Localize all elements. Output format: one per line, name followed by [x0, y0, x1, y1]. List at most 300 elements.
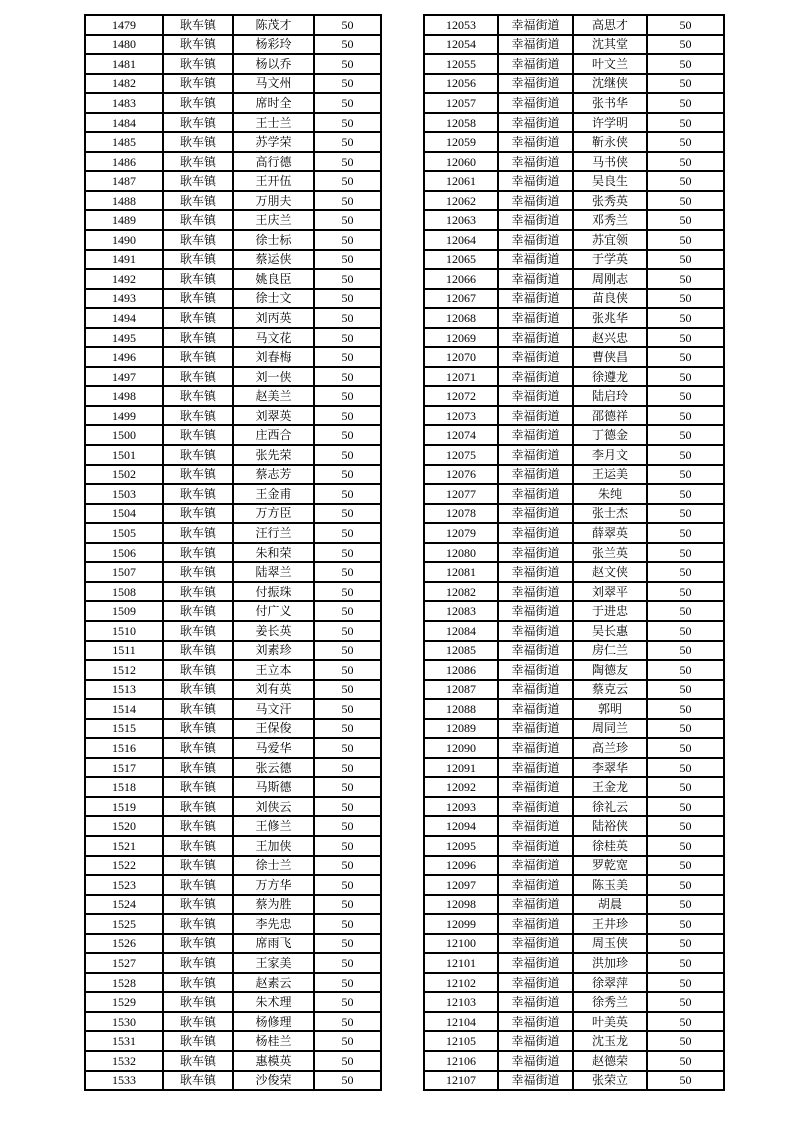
district-cell: 耿车镇 — [163, 562, 233, 582]
serial-number-cell: 1489 — [85, 210, 163, 230]
amount-cell: 50 — [314, 523, 381, 543]
amount-cell: 50 — [314, 973, 381, 993]
serial-number-cell: 12094 — [424, 816, 498, 836]
district-cell: 耿车镇 — [163, 660, 233, 680]
district-cell: 耿车镇 — [163, 113, 233, 133]
person-name-cell: 王金甫 — [233, 484, 314, 504]
serial-number-cell: 1511 — [85, 641, 163, 661]
table-row — [424, 973, 724, 993]
table-row — [424, 601, 724, 621]
amount-cell: 50 — [647, 816, 724, 836]
person-name-cell: 沈继侠 — [573, 74, 647, 94]
table-row — [85, 367, 381, 387]
district-cell: 幸福街道 — [498, 1012, 573, 1032]
amount-cell: 50 — [314, 406, 381, 426]
person-name-cell: 曹侠昌 — [573, 347, 647, 367]
district-cell: 幸福街道 — [498, 289, 573, 309]
amount-cell: 50 — [314, 347, 381, 367]
district-cell: 耿车镇 — [163, 1012, 233, 1032]
roster-table-right — [423, 14, 725, 1091]
serial-number-cell: 12083 — [424, 601, 498, 621]
person-name-cell: 赵文侠 — [573, 562, 647, 582]
district-cell: 幸福街道 — [498, 74, 573, 94]
district-cell: 耿车镇 — [163, 54, 233, 74]
serial-number-cell: 12098 — [424, 895, 498, 915]
district-cell: 耿车镇 — [163, 836, 233, 856]
serial-number-cell: 12061 — [424, 171, 498, 191]
person-name-cell: 朱和荣 — [233, 543, 314, 563]
serial-number-cell: 12093 — [424, 797, 498, 817]
person-name-cell: 刘素珍 — [233, 641, 314, 661]
person-name-cell: 叶美英 — [573, 1012, 647, 1032]
person-name-cell: 刘春梅 — [233, 347, 314, 367]
district-cell: 幸福街道 — [498, 797, 573, 817]
table-row — [85, 113, 381, 133]
amount-cell: 50 — [647, 132, 724, 152]
district-cell: 幸福街道 — [498, 1051, 573, 1071]
person-name-cell: 高思才 — [573, 15, 647, 35]
person-name-cell: 刘翠英 — [233, 406, 314, 426]
district-cell: 幸福街道 — [498, 347, 573, 367]
serial-number-cell: 1506 — [85, 543, 163, 563]
district-cell: 幸福街道 — [498, 191, 573, 211]
person-name-cell: 张荣立 — [573, 1071, 647, 1091]
district-cell: 幸福街道 — [498, 836, 573, 856]
amount-cell: 50 — [314, 797, 381, 817]
serial-number-cell: 1514 — [85, 699, 163, 719]
serial-number-cell: 1485 — [85, 132, 163, 152]
serial-number-cell: 12092 — [424, 777, 498, 797]
person-name-cell: 王庆兰 — [233, 210, 314, 230]
district-cell: 幸福街道 — [498, 582, 573, 602]
person-name-cell: 丁德金 — [573, 425, 647, 445]
district-cell: 幸福街道 — [498, 406, 573, 426]
amount-cell: 50 — [314, 934, 381, 954]
table-row — [85, 777, 381, 797]
amount-cell: 50 — [314, 816, 381, 836]
amount-cell: 50 — [314, 1051, 381, 1071]
table-row — [424, 895, 724, 915]
table-row — [85, 93, 381, 113]
district-cell: 耿车镇 — [163, 914, 233, 934]
serial-number-cell: 12070 — [424, 347, 498, 367]
table-row — [424, 680, 724, 700]
table-row — [424, 191, 724, 211]
serial-number-cell: 12069 — [424, 328, 498, 348]
table-row — [85, 621, 381, 641]
person-name-cell: 吴良生 — [573, 171, 647, 191]
serial-number-cell: 12071 — [424, 367, 498, 387]
table-row — [424, 367, 724, 387]
serial-number-cell: 1491 — [85, 250, 163, 270]
serial-number-cell: 12074 — [424, 425, 498, 445]
serial-number-cell: 1502 — [85, 465, 163, 485]
district-cell: 幸福街道 — [498, 15, 573, 35]
person-name-cell: 王立本 — [233, 660, 314, 680]
district-cell: 耿车镇 — [163, 171, 233, 191]
serial-number-cell: 12082 — [424, 582, 498, 602]
serial-number-cell: 12090 — [424, 738, 498, 758]
district-cell: 幸福街道 — [498, 93, 573, 113]
amount-cell: 50 — [647, 93, 724, 113]
district-cell: 耿车镇 — [163, 797, 233, 817]
serial-number-cell: 12055 — [424, 54, 498, 74]
amount-cell: 50 — [647, 914, 724, 934]
serial-number-cell: 12100 — [424, 934, 498, 954]
table-row — [424, 523, 724, 543]
table-row — [424, 269, 724, 289]
person-name-cell: 赵德荣 — [573, 1051, 647, 1071]
serial-number-cell: 1512 — [85, 660, 163, 680]
person-name-cell: 徐秀兰 — [573, 992, 647, 1012]
person-name-cell: 徐礼云 — [573, 797, 647, 817]
table-row — [85, 504, 381, 524]
amount-cell: 50 — [647, 1012, 724, 1032]
person-name-cell: 徐遵龙 — [573, 367, 647, 387]
person-name-cell: 王加侠 — [233, 836, 314, 856]
district-cell: 耿车镇 — [163, 601, 233, 621]
table-row — [85, 308, 381, 328]
table-row — [85, 914, 381, 934]
amount-cell: 50 — [647, 797, 724, 817]
table-row — [85, 1071, 381, 1091]
person-name-cell: 刘一侠 — [233, 367, 314, 387]
serial-number-cell: 1496 — [85, 347, 163, 367]
table-row — [424, 54, 724, 74]
table-row — [85, 250, 381, 270]
table-row — [85, 953, 381, 973]
amount-cell: 50 — [647, 582, 724, 602]
serial-number-cell: 1524 — [85, 895, 163, 915]
district-cell: 耿车镇 — [163, 758, 233, 778]
serial-number-cell: 12105 — [424, 1031, 498, 1051]
person-name-cell: 马斯德 — [233, 777, 314, 797]
person-name-cell: 万朋夫 — [233, 191, 314, 211]
serial-number-cell: 12075 — [424, 445, 498, 465]
district-cell: 耿车镇 — [163, 15, 233, 35]
amount-cell: 50 — [647, 269, 724, 289]
district-cell: 幸福街道 — [498, 328, 573, 348]
serial-number-cell: 1505 — [85, 523, 163, 543]
person-name-cell: 朱纯 — [573, 484, 647, 504]
amount-cell: 50 — [647, 699, 724, 719]
district-cell: 耿车镇 — [163, 289, 233, 309]
serial-number-cell: 1498 — [85, 386, 163, 406]
district-cell: 幸福街道 — [498, 699, 573, 719]
serial-number-cell: 1533 — [85, 1071, 163, 1091]
amount-cell: 50 — [314, 1071, 381, 1091]
table-row — [85, 973, 381, 993]
person-name-cell: 许学明 — [573, 113, 647, 133]
serial-number-cell: 12096 — [424, 856, 498, 876]
serial-number-cell: 1497 — [85, 367, 163, 387]
person-name-cell: 王井珍 — [573, 914, 647, 934]
district-cell: 幸福街道 — [498, 777, 573, 797]
person-name-cell: 徐士标 — [233, 230, 314, 250]
serial-number-cell: 1516 — [85, 738, 163, 758]
district-cell: 幸福街道 — [498, 719, 573, 739]
table-row — [85, 347, 381, 367]
amount-cell: 50 — [314, 543, 381, 563]
amount-cell: 50 — [647, 54, 724, 74]
person-name-cell: 陈茂才 — [233, 15, 314, 35]
district-cell: 耿车镇 — [163, 35, 233, 55]
person-name-cell: 徐桂英 — [573, 836, 647, 856]
serial-number-cell: 12065 — [424, 250, 498, 270]
serial-number-cell: 1503 — [85, 484, 163, 504]
district-cell: 耿车镇 — [163, 1051, 233, 1071]
amount-cell: 50 — [314, 289, 381, 309]
district-cell: 耿车镇 — [163, 250, 233, 270]
district-cell: 幸福街道 — [498, 445, 573, 465]
district-cell: 幸福街道 — [498, 601, 573, 621]
district-cell: 幸福街道 — [498, 562, 573, 582]
amount-cell: 50 — [647, 719, 724, 739]
person-name-cell: 张兰英 — [573, 543, 647, 563]
district-cell: 幸福街道 — [498, 230, 573, 250]
table-row — [424, 699, 724, 719]
amount-cell: 50 — [647, 660, 724, 680]
district-cell: 幸福街道 — [498, 504, 573, 524]
district-cell: 幸福街道 — [498, 386, 573, 406]
serial-number-cell: 12062 — [424, 191, 498, 211]
table-row — [424, 445, 724, 465]
district-cell: 耿车镇 — [163, 953, 233, 973]
amount-cell: 50 — [314, 660, 381, 680]
amount-cell: 50 — [314, 1031, 381, 1051]
district-cell: 耿车镇 — [163, 347, 233, 367]
district-cell: 耿车镇 — [163, 132, 233, 152]
serial-number-cell: 1521 — [85, 836, 163, 856]
table-row — [424, 386, 724, 406]
district-cell: 耿车镇 — [163, 856, 233, 876]
person-name-cell: 杨以乔 — [233, 54, 314, 74]
amount-cell: 50 — [647, 465, 724, 485]
district-cell: 耿车镇 — [163, 152, 233, 172]
district-cell: 幸福街道 — [498, 465, 573, 485]
district-cell: 幸福街道 — [498, 934, 573, 954]
table-row — [85, 54, 381, 74]
amount-cell: 50 — [647, 308, 724, 328]
district-cell: 耿车镇 — [163, 992, 233, 1012]
table-row — [424, 152, 724, 172]
serial-number-cell: 12104 — [424, 1012, 498, 1032]
person-name-cell: 徐士兰 — [233, 856, 314, 876]
person-name-cell: 席时全 — [233, 93, 314, 113]
person-name-cell: 刘翠平 — [573, 582, 647, 602]
person-name-cell: 张秀英 — [573, 191, 647, 211]
amount-cell: 50 — [647, 504, 724, 524]
amount-cell: 50 — [647, 758, 724, 778]
serial-number-cell: 1508 — [85, 582, 163, 602]
person-name-cell: 杨修理 — [233, 1012, 314, 1032]
table-row — [424, 230, 724, 250]
amount-cell: 50 — [647, 895, 724, 915]
person-name-cell: 马文汗 — [233, 699, 314, 719]
amount-cell: 50 — [314, 465, 381, 485]
person-name-cell: 房仁兰 — [573, 641, 647, 661]
district-cell: 幸福街道 — [498, 484, 573, 504]
table-row — [85, 680, 381, 700]
serial-number-cell: 12067 — [424, 289, 498, 309]
serial-number-cell: 12058 — [424, 113, 498, 133]
amount-cell: 50 — [647, 680, 724, 700]
table-row — [424, 816, 724, 836]
table-row — [85, 543, 381, 563]
table-row — [85, 74, 381, 94]
amount-cell: 50 — [314, 308, 381, 328]
district-cell: 幸福街道 — [498, 895, 573, 915]
amount-cell: 50 — [314, 250, 381, 270]
table-row — [85, 856, 381, 876]
serial-number-cell: 1525 — [85, 914, 163, 934]
table-row — [85, 641, 381, 661]
amount-cell: 50 — [314, 641, 381, 661]
person-name-cell: 马书侠 — [573, 152, 647, 172]
district-cell: 耿车镇 — [163, 875, 233, 895]
serial-number-cell: 12085 — [424, 641, 498, 661]
serial-number-cell: 1515 — [85, 719, 163, 739]
table-row — [424, 289, 724, 309]
table-row — [85, 875, 381, 895]
table-row — [85, 836, 381, 856]
person-name-cell: 徐士文 — [233, 289, 314, 309]
serial-number-cell: 12084 — [424, 621, 498, 641]
serial-number-cell: 12059 — [424, 132, 498, 152]
person-name-cell: 赵美兰 — [233, 386, 314, 406]
person-name-cell: 于进忠 — [573, 601, 647, 621]
serial-number-cell: 12101 — [424, 953, 498, 973]
amount-cell: 50 — [647, 250, 724, 270]
person-name-cell: 沙俊荣 — [233, 1071, 314, 1091]
district-cell: 幸福街道 — [498, 171, 573, 191]
table-row — [424, 35, 724, 55]
serial-number-cell: 1507 — [85, 562, 163, 582]
serial-number-cell: 12077 — [424, 484, 498, 504]
table-row — [424, 74, 724, 94]
person-name-cell: 刘有英 — [233, 680, 314, 700]
district-cell: 幸福街道 — [498, 54, 573, 74]
amount-cell: 50 — [647, 875, 724, 895]
person-name-cell: 刘丙英 — [233, 308, 314, 328]
district-cell: 幸福街道 — [498, 308, 573, 328]
table-row — [424, 777, 724, 797]
table-row — [85, 132, 381, 152]
amount-cell: 50 — [314, 132, 381, 152]
amount-cell: 50 — [314, 992, 381, 1012]
person-name-cell: 郭明 — [573, 699, 647, 719]
table-row — [424, 562, 724, 582]
table-row — [424, 856, 724, 876]
person-name-cell: 苏宜领 — [573, 230, 647, 250]
amount-cell: 50 — [647, 562, 724, 582]
serial-number-cell: 1493 — [85, 289, 163, 309]
amount-cell: 50 — [647, 386, 724, 406]
amount-cell: 50 — [314, 74, 381, 94]
serial-number-cell: 12076 — [424, 465, 498, 485]
person-name-cell: 庄西合 — [233, 425, 314, 445]
amount-cell: 50 — [314, 504, 381, 524]
person-name-cell: 蔡克云 — [573, 680, 647, 700]
person-name-cell: 蔡运侠 — [233, 250, 314, 270]
table-row — [85, 152, 381, 172]
serial-number-cell: 1483 — [85, 93, 163, 113]
table-row — [85, 1012, 381, 1032]
table-row — [424, 1012, 724, 1032]
serial-number-cell: 1490 — [85, 230, 163, 250]
district-cell: 幸福街道 — [498, 250, 573, 270]
person-name-cell: 刘侠云 — [233, 797, 314, 817]
district-cell: 耿车镇 — [163, 308, 233, 328]
serial-number-cell: 12079 — [424, 523, 498, 543]
district-cell: 幸福街道 — [498, 641, 573, 661]
amount-cell: 50 — [647, 425, 724, 445]
district-cell: 耿车镇 — [163, 465, 233, 485]
person-name-cell: 付振珠 — [233, 582, 314, 602]
serial-number-cell: 12064 — [424, 230, 498, 250]
table-row — [85, 210, 381, 230]
table-row — [85, 484, 381, 504]
person-name-cell: 王家美 — [233, 953, 314, 973]
person-name-cell: 苗良侠 — [573, 289, 647, 309]
table-row — [424, 504, 724, 524]
district-cell: 幸福街道 — [498, 953, 573, 973]
person-name-cell: 陆翠兰 — [233, 562, 314, 582]
amount-cell: 50 — [647, 621, 724, 641]
amount-cell: 50 — [647, 1051, 724, 1071]
person-name-cell: 沈其堂 — [573, 35, 647, 55]
district-cell: 幸福街道 — [498, 1031, 573, 1051]
district-cell: 耿车镇 — [163, 1031, 233, 1051]
amount-cell: 50 — [647, 953, 724, 973]
table-row — [85, 1031, 381, 1051]
person-name-cell: 沈玉龙 — [573, 1031, 647, 1051]
amount-cell: 50 — [314, 113, 381, 133]
district-cell: 耿车镇 — [163, 719, 233, 739]
district-cell: 幸福街道 — [498, 680, 573, 700]
person-name-cell: 李翠华 — [573, 758, 647, 778]
amount-cell: 50 — [647, 74, 724, 94]
person-name-cell: 周刚志 — [573, 269, 647, 289]
serial-number-cell: 12102 — [424, 973, 498, 993]
table-row — [424, 621, 724, 641]
amount-cell: 50 — [314, 484, 381, 504]
serial-number-cell: 12054 — [424, 35, 498, 55]
serial-number-cell: 12091 — [424, 758, 498, 778]
amount-cell: 50 — [314, 191, 381, 211]
district-cell: 耿车镇 — [163, 230, 233, 250]
table-row — [424, 758, 724, 778]
amount-cell: 50 — [314, 171, 381, 191]
table-row — [424, 875, 724, 895]
district-cell: 耿车镇 — [163, 445, 233, 465]
person-name-cell: 高行德 — [233, 152, 314, 172]
amount-cell: 50 — [314, 15, 381, 35]
amount-cell: 50 — [314, 601, 381, 621]
table-row — [85, 601, 381, 621]
table-row — [85, 738, 381, 758]
amount-cell: 50 — [647, 15, 724, 35]
amount-cell: 50 — [647, 152, 724, 172]
serial-number-cell: 1481 — [85, 54, 163, 74]
district-cell: 幸福街道 — [498, 152, 573, 172]
table-row — [424, 171, 724, 191]
table-row — [424, 582, 724, 602]
amount-cell: 50 — [647, 1071, 724, 1091]
district-cell: 耿车镇 — [163, 582, 233, 602]
serial-number-cell: 1532 — [85, 1051, 163, 1071]
person-name-cell: 吴长惠 — [573, 621, 647, 641]
